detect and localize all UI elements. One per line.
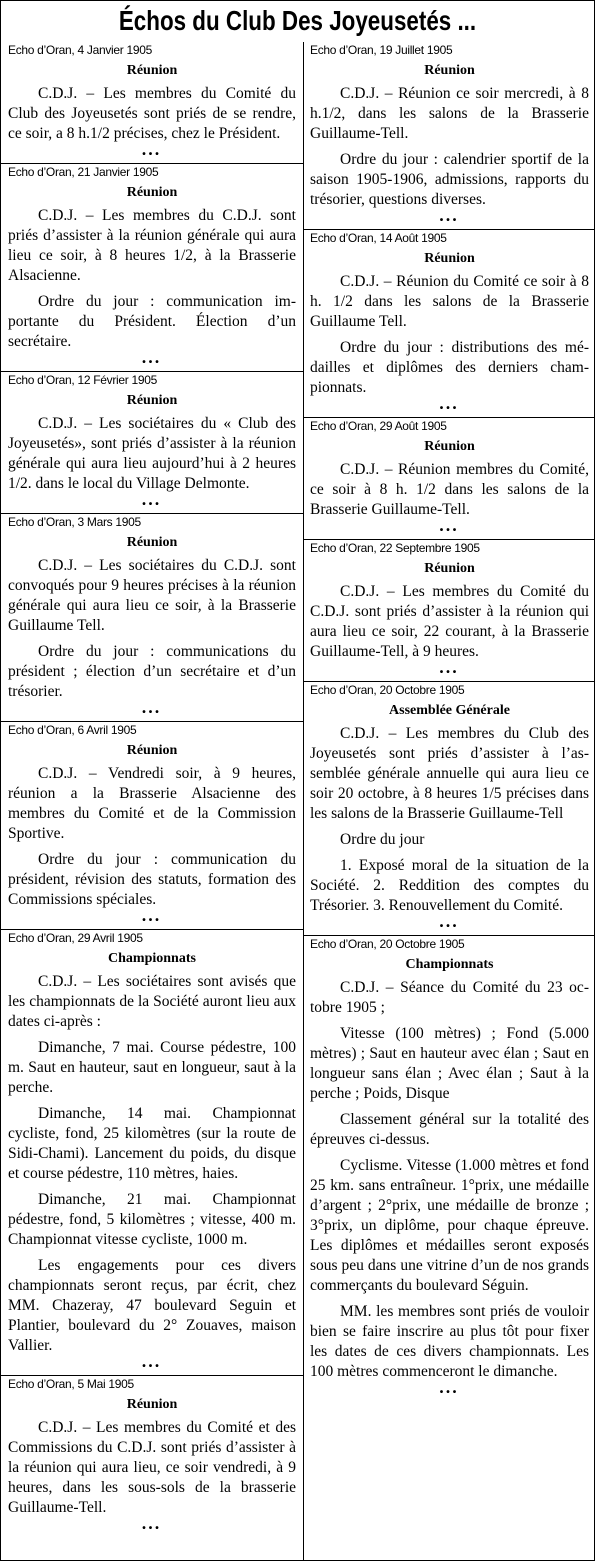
left-column <box>1 42 303 1560</box>
article-paragraph: C.D.J. – Réunion ce soir mercredi, à 8 h.1/2, dans les salons de la Brasserie Guillaume-Tell. <box>310 85 589 142</box>
article <box>310 229 589 417</box>
article-paragraph: Ordre du jour : distributions des médailles et diplômes des derniers championnats. <box>310 339 589 396</box>
article <box>8 513 296 721</box>
article-heading: Réunion <box>126 1397 178 1412</box>
article-heading: Réunion <box>424 439 475 454</box>
article-paragraph: Ordre du jour : communication importante du Président. Élection d’un secrétaire. <box>8 293 296 350</box>
article-paragraph: Ordre du jour : communication du président, révision des statuts, formation des Commissions spéciales. <box>8 851 296 908</box>
article-paragraph: C.D.J. – Réunion du Comité ce soir à 8 h. 1/2 dans les salons de la Brasserie Guillaume Tell. <box>310 273 589 330</box>
article-paragraph: Cyclisme. Vitesse (1.000 mètres et fond 25 km. sans entraîneur. 1°prix, une médaille d’argent ; 2°prix, une médaille de bronze ; 3°prix, un diplôme, pour chaque épreuve. Les diplômes et médailles seront exposés sous peu dans une vitrine d’un de nos grands commerçants du boulevard Séguin. <box>310 1157 589 1294</box>
article-source: Echo d’Oran, 12 Février 1905 <box>1 371 303 390</box>
separator-stars: ••• <box>142 499 162 510</box>
article <box>8 42 296 163</box>
article-paragraph: Vitesse (100 mètres) ; Fond (5.000 mètres) ; Saut en hauteur avec élan ; Saut en longueur sans élan ; Avec élan ; Saut à la perche ; Poids, Disque <box>310 1025 589 1102</box>
article-paragraph: Dimanche, 7 mai. Course pédestre, 100 m. Saut en hauteur, saut en longueur, saut à la perche. <box>8 1039 296 1096</box>
article-heading: Réunion <box>424 251 475 266</box>
separator-stars: ••• <box>439 525 460 536</box>
article-paragraph: C.D.J. – Les sociétaires sont avisés que les championnats de la Société auront lieu aux dates ci-après : <box>8 973 296 1030</box>
right-column <box>303 42 595 1560</box>
separator-stars: ••• <box>142 1361 162 1372</box>
article-paragraph: C.D.J. – Vendredi soir, à 9 heures, réunion a la Brasserie Alsacienne des membres du Comité et de la Commission Sportive. <box>8 765 296 842</box>
separator-stars: ••• <box>142 149 162 160</box>
article <box>8 163 296 371</box>
article-paragraph: C.D.J. – Les sociétaires du « Club des Joyeusetés», sont priés d’assister à la réunion générale qui aura lieu aujourd’hui à 2 heures 1/2. dans le local du Village Delmonte. <box>8 415 296 492</box>
article <box>310 681 589 935</box>
article-paragraph: Classement général sur la totalité des épreuves ci-dessus. <box>310 1111 589 1148</box>
article-paragraph: C.D.J. – Réunion membres du Comité, ce soir à 8 h. 1/2 dans les salons de la Brasserie Guillaume-Tell. <box>310 461 589 518</box>
columns <box>1 42 594 1560</box>
article-paragraph: C.D.J. – Les membres du C.D.J. sont priés d’assister à la réunion générale qui aura lieu ce soir, à 8 heures 1/2, à la Brasserie Alsacienne. <box>8 207 296 284</box>
separator-stars: ••• <box>439 667 460 678</box>
article <box>310 417 589 539</box>
article-source: Echo d’Oran, 4 Janvier 1905 <box>8 43 152 57</box>
separator-stars: ••• <box>142 1523 162 1534</box>
article <box>310 935 589 1401</box>
article-heading: Réunion <box>126 393 178 408</box>
separator-stars: ••• <box>439 921 460 932</box>
separator-stars: ••• <box>439 403 460 414</box>
article-source: Echo d’Oran, 22 Septembre 1905 <box>304 539 595 558</box>
separator-stars: ••• <box>142 915 162 926</box>
separator-stars: ••• <box>439 215 460 226</box>
article-source: Echo d’Oran, 21 Janvier 1905 <box>1 163 303 182</box>
article-paragraph: C.D.J. – Les membres du Comité du C.D.J. sont priés d’assister à la réunion qui aura lieu ce soir, 22 courant, à la Brasserie Guillaume-Tell, à 9 heures. <box>310 583 589 660</box>
separator-stars: ••• <box>439 1387 460 1398</box>
article-paragraph: Les engagements pour ces divers championnats seront reçus, par écrit, chez MM. Chazeray, 47 boulevard Seguin et Plantier, boulevard du 2° Zouaves, maison Vallier. <box>8 1257 296 1354</box>
article-heading: Réunion <box>126 185 178 200</box>
article-source: Echo d’Oran, 29 Avril 1905 <box>1 929 303 948</box>
article-paragraph: C.D.J. – Les membres du Comité du Club des Joyeusetés sont priés de se rendre, ce soir, a 8 h.1/2 précises, chez le Président. <box>8 85 296 142</box>
article-paragraph: MM. les membres sont priés de vouloir bien se faire inscrire au plus tôt pour fixer les dates de ces divers championnats. Les 100 mètres commenceront le dimanche. <box>310 1303 589 1380</box>
article-heading: Réunion <box>126 535 178 550</box>
article <box>8 1375 296 1537</box>
article-source: Echo d’Oran, 19 Juillet 1905 <box>310 43 453 57</box>
article-source: Echo d’Oran, 5 Mai 1905 <box>1 1375 303 1394</box>
separator-stars: ••• <box>142 357 162 368</box>
article-heading: Réunion <box>424 63 475 78</box>
article-paragraph: Ordre du jour : communications du président ; élection d’un secrétaire et d’un trésorier. <box>8 643 296 700</box>
article-source: Echo d’Oran, 20 Octobre 1905 <box>304 935 595 954</box>
page-title: Échos du Club Des Joyeusetés ... <box>118 5 477 36</box>
article-heading: Réunion <box>126 63 178 78</box>
article-paragraph: C.D.J. – Les membres du Comité et des Commissions du C.D.J. sont priés d’assister à la réunion qui aura lieu, ce soir vendredi, à 9 heures, dans les sous-sols de la brasserie Guillaume-Tell. <box>8 1419 296 1516</box>
article-paragraph: C.D.J. – Séance du Comité du 23 octobre 1905 ; <box>310 979 589 1016</box>
article-source: Echo d’Oran, 20 Octobre 1905 <box>304 681 595 700</box>
article <box>310 539 589 681</box>
article-paragraph: Ordre du jour : calendrier sportif de la saison 1905-1906, admissions, rapports du trésorier, questions diverses. <box>310 151 589 208</box>
article-paragraph: Ordre du jour <box>340 831 425 848</box>
article-source: Echo d’Oran, 29 Août 1905 <box>304 417 595 436</box>
article-paragraph: C.D.J. – Les membres du Club des Joyeusetés sont priés d’assister à l’assemblée générale annuelle qui aura lieu ce soir 20 octobre, à 8 heures 1/5 précises dans les salons de la Brasserie Guillaume-Tell <box>310 725 589 822</box>
article-source: Echo d’Oran, 6 Avril 1905 <box>1 721 303 740</box>
separator-stars: ••• <box>142 707 162 718</box>
article <box>8 371 296 513</box>
article-heading: Championnats <box>405 957 494 972</box>
article-source: Echo d’Oran, 3 Mars 1905 <box>1 513 303 532</box>
article <box>8 929 296 1375</box>
article-paragraph: C.D.J. – Les sociétaires du C.D.J. sont convoqués pour 9 heures précises à la réunion générale qui aura lieu ce soir, à la Brasserie Guillaume Tell. <box>8 557 296 634</box>
article-heading: Réunion <box>424 561 475 576</box>
article <box>8 721 296 929</box>
article-source: Echo d’Oran, 14 Août 1905 <box>304 229 595 248</box>
article-heading: Assemblée Générale <box>389 703 510 718</box>
article-paragraph: 1. Exposé moral de la situation de la Société. 2. Reddition des comptes du Trésorier. 3. Renouvellement du Comité. <box>310 857 589 914</box>
article-heading: Championnats <box>108 951 196 966</box>
article-heading: Réunion <box>126 743 178 758</box>
article-paragraph: Dimanche, 14 mai. Championnat cycliste, fond, 25 kilomètres (sur la route de Sidi-Chami). Lancement du poids, du disque et course pédestre, 110 mètres, haies. <box>8 1105 296 1182</box>
article <box>310 42 589 229</box>
article-paragraph: Dimanche, 21 mai. Championnat pédestre, fond, 5 kilomètres ; vitesse, 400 m. Championnat vitesse cycliste, 1000 m. <box>8 1191 296 1248</box>
